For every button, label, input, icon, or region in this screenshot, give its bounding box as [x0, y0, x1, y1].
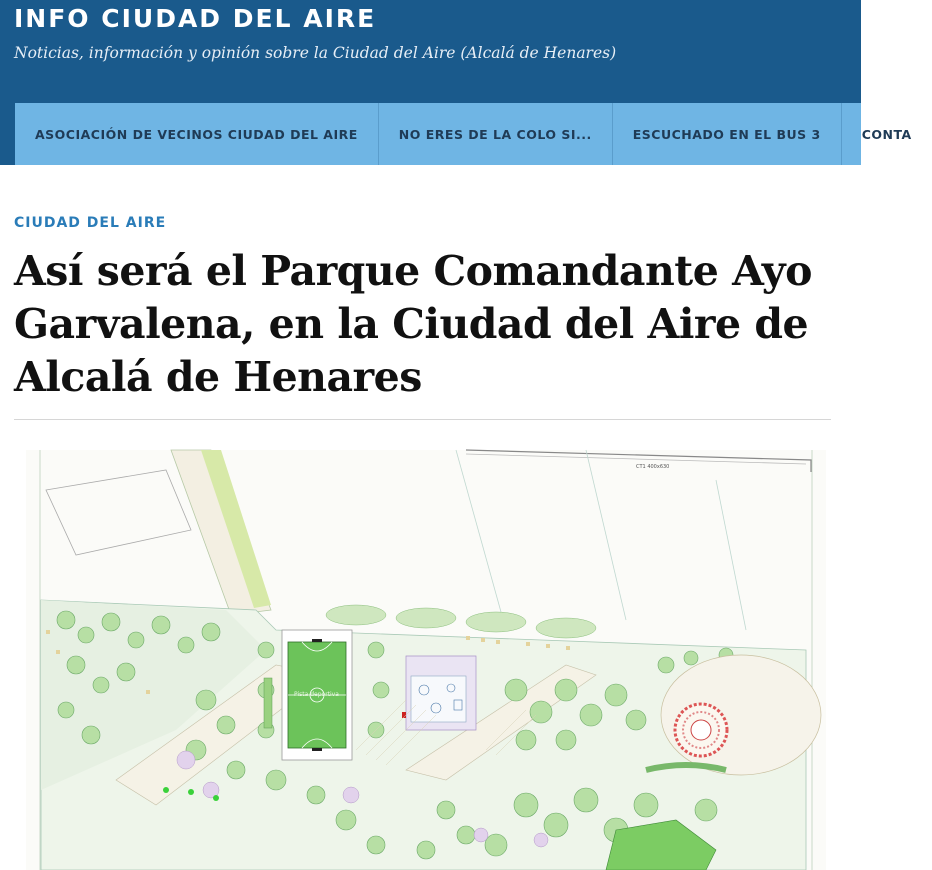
nav-item-escuchado-bus[interactable]: ESCUCHADO EN EL BUS 3 — [613, 103, 842, 165]
nav-item-contacto[interactable]: CONTA — [861, 126, 912, 142]
plan-field-label: Pista deportiva — [294, 691, 339, 698]
site-header — [0, 0, 912, 165]
article-category[interactable]: CIUDAD DEL AIRE — [14, 215, 167, 231]
park-plan-drawing — [26, 450, 826, 870]
title-divider — [14, 419, 831, 420]
plan-corner-label: CT1 400x630 — [636, 464, 670, 470]
nav-item-asociacion[interactable]: ASOCIACIÓN DE VECINOS CIUDAD DEL AIRE — [15, 103, 379, 165]
site-tagline: Noticias, información y opinión sobre la Ciudad del Aire (Alcalá de Henares) — [14, 44, 617, 62]
article-title: Así será el Parque Comandante Ayo Garvalena, en la Ciudad del Aire de Alcalá de Henares — [14, 247, 812, 401]
main-navigation — [15, 103, 912, 165]
park-plan-image — [26, 450, 826, 870]
nav-item-no-eres-de-la-colo[interactable]: NO ERES DE LA COLO SI... — [379, 103, 613, 165]
site-title[interactable]: INFO CIUDAD DEL AIRE — [14, 4, 377, 33]
